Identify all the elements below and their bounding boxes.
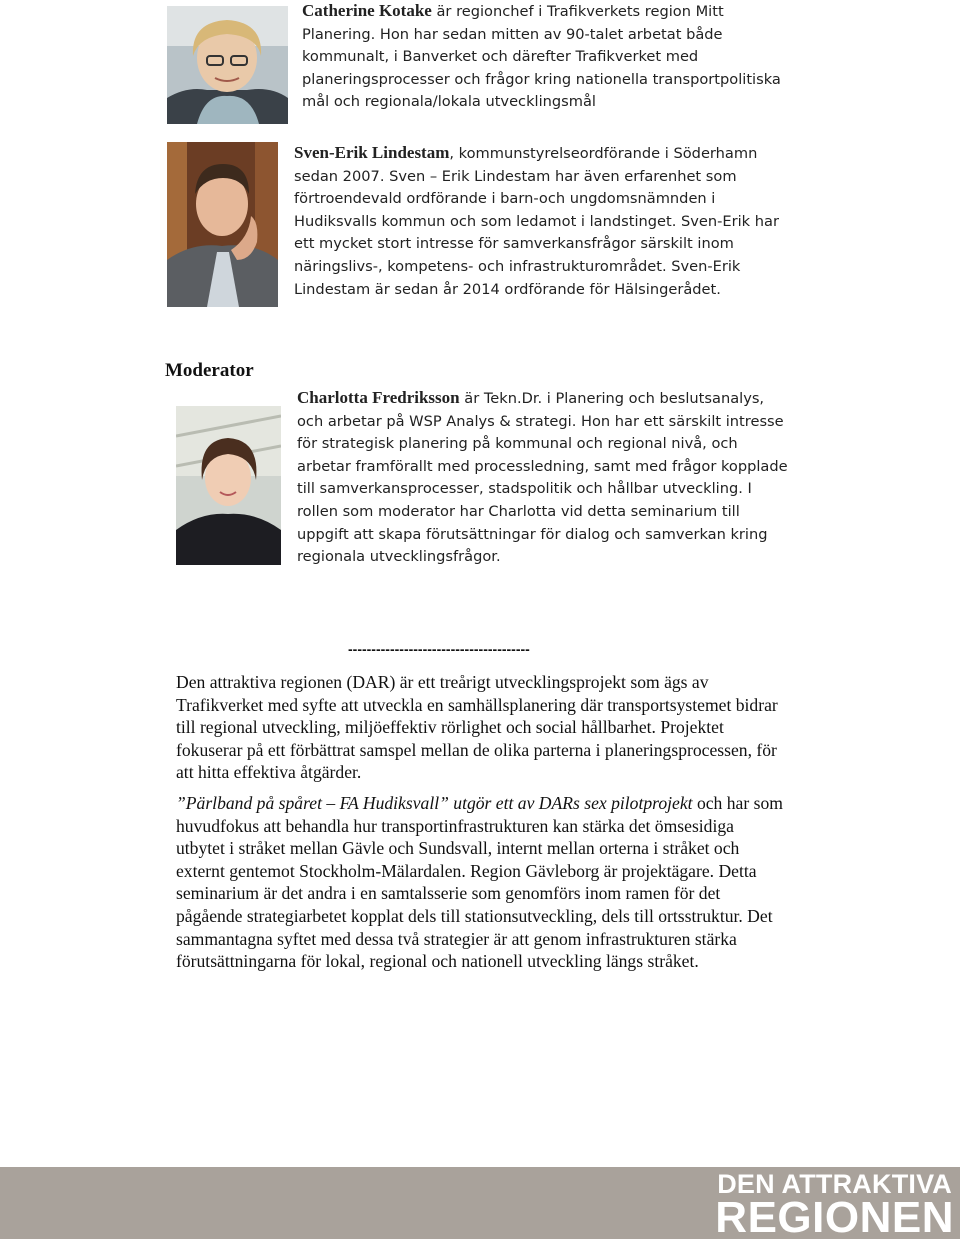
bio-line: till samverkansprocesser, stadspolitik och hållbar utveckling. I (297, 480, 752, 498)
bio-line: arbetar framförallt med processledning, samt med frågor kopplade (297, 457, 788, 475)
paragraph-line: Den attraktiva regionen (DAR) är ett treårigt utvecklingsprojekt som ägs av (176, 672, 709, 692)
paragraph-line: Trafikverket med syfte att utveckla en samhällsplanering där transportsystemet bidrar (176, 694, 778, 715)
section-separator: --------------------------------------- (348, 641, 530, 657)
bio-line: mål och regionala/lokala utvecklingsmål (302, 93, 596, 111)
bio-line: för strategisk planering på kommunal och regional nivå, och (297, 435, 738, 453)
footer-banner (0, 1167, 960, 1242)
bio-line: rollen som moderator har Charlotta vid detta seminarium till (297, 502, 740, 520)
speaker-name: Sven-Erik Lindestam (294, 143, 450, 162)
speaker-bio-catherine (302, 0, 952, 114)
footer-logo-line2: REGIONEN (715, 1193, 954, 1242)
speaker-photo-catherine (167, 6, 288, 124)
about-paragraph-2 (176, 792, 936, 973)
moderator-role: är Tekn.Dr. i Planering och beslutsanalys, (459, 390, 765, 407)
paragraph-line: att hitta effektiva åtgärder. (176, 762, 362, 783)
paragraph-line: och har som (692, 793, 783, 813)
paragraph-line: huvudfokus att behandla hur transportinfrastrukturen kan stärka det ömsesidiga (176, 815, 734, 836)
speaker-role: är regionchef i Trafikverkets region Mitt (431, 3, 724, 20)
pilot-project-title: ”Pärlband på spåret – FA Hudiksvall” utgör ett av DARs sex pilotprojekt (176, 793, 693, 813)
bio-line: förtroendevald ordförande i barn-och ungdomsnämnden i (294, 190, 716, 208)
moderator-photo (176, 406, 281, 565)
speaker-photo-sven-erik (167, 142, 278, 307)
paragraph-line: förutsättningarna för lokal, regional och nationell utveckling längs stråket. (176, 951, 699, 972)
about-paragraph-1 (176, 671, 936, 784)
bio-line: och arbetar på WSP Analys & strategi. Hon har ett särskilt intresse (297, 412, 784, 430)
bio-line: planeringsprocesser och frågor kring nationella transportpolitiska (302, 70, 781, 88)
bio-line: näringslivs-, kompetens- och infrastrukturområdet. Sven-Erik (294, 257, 741, 275)
moderator-heading: Moderator (165, 360, 254, 381)
bio-line: Planering. Hon har sedan mitten av 90-talet arbetat både (302, 25, 723, 43)
bio-line: Hudiksvalls kommun och som ledamot i landstinget. Sven-Erik har (294, 212, 779, 230)
bio-line: Lindestam är sedan år 2014 ordförande för Hälsingerådet. (294, 280, 721, 298)
speaker-bio-sven-erik (294, 142, 934, 301)
moderator-bio (297, 387, 937, 569)
bio-line: regionala utvecklingsfrågor. (297, 548, 501, 566)
paragraph-line: pågående strategiarbetet kopplat dels till stationsutveckling, dels till ortsstruktur. Det (176, 905, 773, 926)
paragraph-line: sammantagna syftet med dessa två strategier är att genom infrastrukturen stärka (176, 928, 737, 949)
bio-line: kommunalt, i Banverket och därefter Trafikverket med (302, 48, 699, 66)
bio-line: ett mycket stort intresse för samverkansfrågor särskilt inom (294, 235, 734, 253)
bio-line: uppgift att skapa förutsättningar för dialog och samverkan kring (297, 525, 768, 543)
paragraph-line: fokuserar på ett förbättrat samspel mellan de olika parterna i planeringsprocessen, för (176, 739, 777, 760)
paragraph-line: till regional utveckling, miljöeffektiv rörlighet och social hållbarhet. Projektet (176, 717, 724, 738)
paragraph-line: utbytet i stråket mellan Gävle och Sundsvall, internt mellan orterna i stråket och (176, 838, 740, 859)
footer-logo-line1: DEN ATTRAKTIVA (717, 1169, 952, 1199)
moderator-name: Charlotta Fredriksson (297, 388, 460, 407)
speaker-role: , kommunstyrelseordförande i Söderhamn (449, 145, 758, 162)
paragraph-line: seminarium är det andra i en samtalsserie som genomförs inom ramen för det (176, 883, 721, 904)
speaker-name: Catherine Kotake (302, 1, 432, 20)
paragraph-line: externt gentemot Stockholm-Mälardalen. Region Gävleborg är projektägare. Detta (176, 860, 757, 881)
bio-line: sedan 2007. Sven – Erik Lindestam har även erfarenhet som (294, 167, 737, 185)
